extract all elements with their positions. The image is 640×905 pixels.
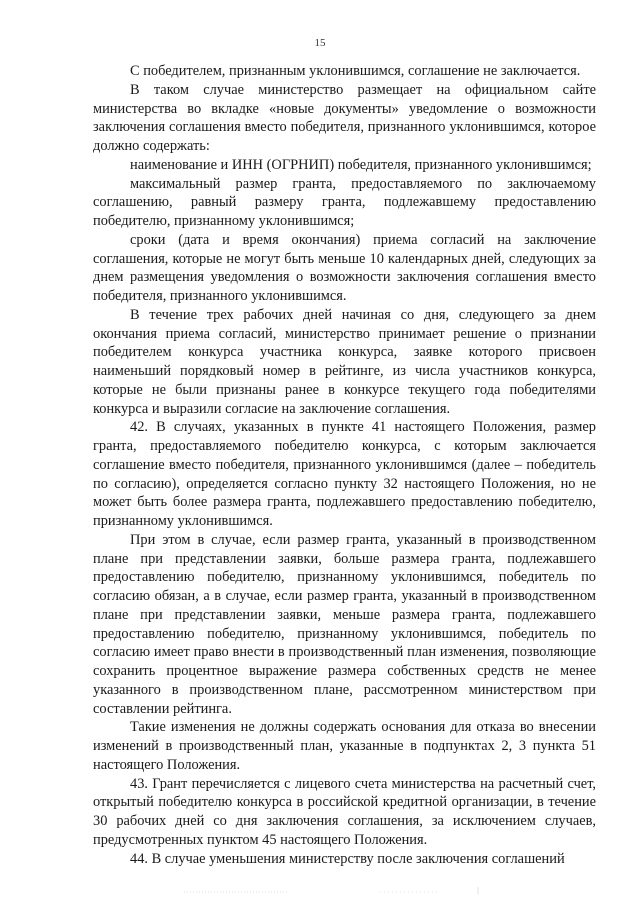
paragraph-6: В течение трех рабочих дней начиная со дня, следующего за днем окончания приема согласий, министерство принимает решение о признании победителем конкурса участника конкурса, заявке которого присвоен наименьший порядковый номер в рейтинге, из числа участников конкурса, которые не были признаны ранее в конкурсе текущего года победителями конкурса и выразили согласие на заключение соглашения. <box>93 306 596 417</box>
paragraph-4: максимальный размер гранта, предоставляемого по заключаемому соглашению, равный размеру гранта, подлежавшему предоставлению победителю, признанному уклонившимся; <box>93 175 596 229</box>
paragraph-1: С победителем, признанным уклонившимся, соглашение не заключается. <box>130 63 581 79</box>
paragraph-9: Такие изменения не должны содержать основания для отказа во внесении изменений в производственный план, указанные в подпунктах 2, 3 пункта 51 настоящего Положения. <box>93 719 596 773</box>
paragraph-8: При этом в случае, если размер гранта, указанный в производственном плане при представлении заявки, больше размера гранта, подлежавшего предоставлению победителю, признанному уклонившимся, победитель по согласию обязан, а в случае, если размер гранта, указанный в производственном плане при представлении заявки, меньше размера гранта, подлежавшего предоставлению победителю, признанному уклонившимся, победитель по согласию имеет право внести в производственный план изменения, позволяющие сохранить процентное выражение размера собственных средств не менее указанного в производственном плане, рассмотренном министерством при составлении рейтинга. <box>93 531 596 717</box>
scan-artifacts <box>140 884 520 896</box>
paragraph-5: сроки (дата и время окончания) приема согласий на заключение соглашения, которые не могут быть меньше 10 календарных дней, следующих за днем размещения уведомления о возможности заключения соглашения вместо победителя, признанного уклонившимся. <box>93 231 596 304</box>
paragraph-7: 42. В случаях, указанных в пункте 41 настоящего Положения, размер гранта, предоставляемого победителю конкурса, с которым заключается соглашение вместо победителя, признанного уклонившимся (далее – победитель по согласию), определяется согласно пункту 32 настоящего Положения, но не может быть более размера гранта, подлежавшего предоставлению победителю, признанному уклонившимся. <box>93 419 596 529</box>
paragraph-3: наименование и ИНН (ОГРНИП) победителя, признанного уклонившимся; <box>130 156 592 173</box>
paragraph-11: 44. В случае уменьшения министерству после заключения соглашений <box>130 850 565 867</box>
body-text <box>93 62 596 868</box>
page-number: 15 <box>314 37 326 49</box>
paragraph-2: В таком случае министерство размещает на официальном сайте министерства во вкладке «новые документы» уведомление о возможности заключения соглашения вместо победителя, признанного уклонившимся, которое должно содержать: <box>93 81 596 154</box>
paragraph-10: 43. Грант перечисляется с лицевого счета министерства на расчетный счет, открытый победителю конкурса в российской кредитной организации, в течение 30 рабочих дней со дня заключения соглашения, за исключением случаев, предусмотренных пунктом 45 настоящего Положения. <box>93 775 596 848</box>
